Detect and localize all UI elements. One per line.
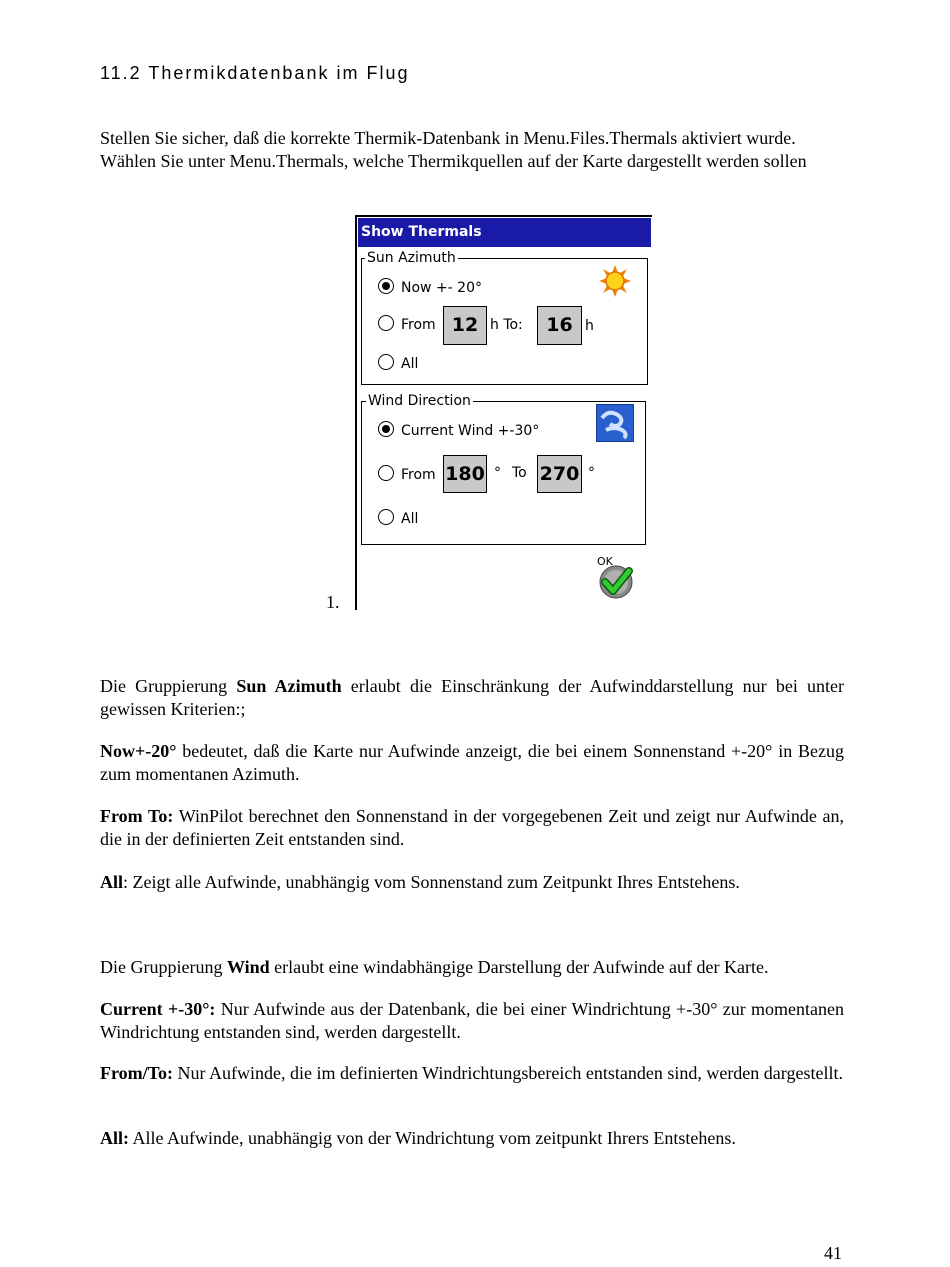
wind-all-radio[interactable]	[378, 509, 394, 525]
sun-h-label: h	[585, 318, 594, 334]
p3-post: WinPilot berechnet den Sonnenstand in der vorgegebenen Zeit und zeigt nur Aufwinde an, die in der definierten Zeit entstanden sind.	[100, 806, 844, 849]
p7-post: Nur Aufwinde, die im definierten Windrichtungsbereich entstanden sind, werden dargestellt.	[173, 1063, 843, 1083]
sun-now-radio[interactable]	[378, 278, 394, 294]
p7-bold: From/To:	[100, 1063, 174, 1083]
intro-line-1: Stellen Sie sicher, daß die korrekte Thermik-Datenbank in Menu.Files.Thermals aktiviert wurde.	[100, 128, 796, 148]
page-number: 41	[824, 1243, 842, 1263]
screenshot-frame-left	[355, 215, 357, 610]
wind-to-label: To	[512, 465, 527, 481]
p6-bold: Current +-30°:	[100, 999, 216, 1019]
p2-post: bedeutet, daß die Karte nur Aufwinde anzeigt, die bei einem Sonnenstand +-20° in Bezug zum momentanen Azimuth.	[100, 741, 844, 784]
wind-current-radio[interactable]	[378, 421, 394, 437]
p6-post: Nur Aufwinde aus der Datenbank, die bei einer Windrichtung +-30° zur momentanen Windrichtung entstanden sind, werden dargestellt.	[100, 999, 844, 1042]
wind-direction-legend: Wind Direction	[368, 393, 471, 409]
p4-post: : Zeigt alle Aufwinde, unabhängig vom Sonnenstand zum Zeitpunkt Ihres Entstehens.	[123, 872, 740, 892]
intro-line-2: Wählen Sie unter Menu.Thermals, welche Thermikquellen auf der Karte dargestellt werden sollen	[100, 151, 807, 171]
wind-from-radio[interactable]	[378, 465, 394, 481]
p5-bold: Wind	[226, 957, 270, 977]
sun-icon	[598, 264, 632, 298]
sun-from-label[interactable]: From	[401, 317, 436, 333]
figure-caption: 1.	[326, 592, 340, 612]
paragraph-from-to	[100, 805, 844, 851]
paragraph-sun-azimuth	[100, 675, 844, 721]
p2-bold: Now+-20°	[100, 741, 177, 761]
sun-azimuth-legend: Sun Azimuth	[367, 250, 456, 266]
p8-bold: All:	[100, 1128, 129, 1148]
paragraph-all-wind	[100, 1127, 844, 1150]
paragraph-current	[100, 998, 844, 1044]
p3-bold: From To:	[100, 806, 174, 826]
dialog-title: Show Thermals	[358, 218, 651, 247]
ok-label: OK	[597, 555, 613, 568]
paragraph-all-sun	[100, 871, 844, 894]
wind-deg-symbol-1: °	[494, 465, 501, 481]
ok-button[interactable]	[594, 556, 638, 600]
paragraph-now	[100, 740, 844, 786]
p5-post: erlaubt eine windabhängige Darstellung der Aufwinde auf der Karte.	[269, 957, 769, 977]
intro-text	[100, 127, 807, 173]
sun-all-label[interactable]: All	[401, 356, 419, 372]
paragraph-wind	[100, 956, 844, 979]
sun-from-radio[interactable]	[378, 315, 394, 331]
wind-from-degree-field[interactable]: 180	[443, 455, 487, 493]
p1-post: erlaubt die Einschränkung der Aufwinddarstellung nur bei unter gewissen Kriterien:;	[100, 676, 844, 719]
p5-pre: Die Gruppierung	[100, 957, 227, 977]
section-heading: 11.2 Thermikdatenbank im Flug	[100, 63, 410, 83]
wind-to-degree-field[interactable]: 270	[537, 455, 582, 493]
p1-bold: Sun Azimuth	[236, 676, 342, 696]
wind-all-label[interactable]: All	[401, 511, 419, 527]
screenshot-frame-top	[355, 215, 652, 217]
sun-to-hour-field[interactable]: 16	[537, 306, 582, 345]
wind-current-label[interactable]: Current Wind +-30°	[401, 423, 540, 439]
sun-h-to-label: h To:	[490, 317, 523, 333]
p1-pre: Die Gruppierung	[100, 676, 237, 696]
paragraph-from-to-wind	[100, 1062, 844, 1085]
p4-bold: All	[100, 872, 124, 892]
sun-all-radio[interactable]	[378, 354, 394, 370]
wind-from-label[interactable]: From	[401, 467, 436, 483]
wind-icon	[596, 404, 634, 442]
sun-from-hour-field[interactable]: 12	[443, 306, 487, 345]
p8-post: Alle Aufwinde, unabhängig von der Windrichtung vom zeitpunkt Ihrers Entstehens.	[129, 1128, 736, 1148]
sun-now-label[interactable]: Now +- 20°	[401, 280, 482, 296]
wind-deg-symbol-2: °	[588, 465, 595, 481]
